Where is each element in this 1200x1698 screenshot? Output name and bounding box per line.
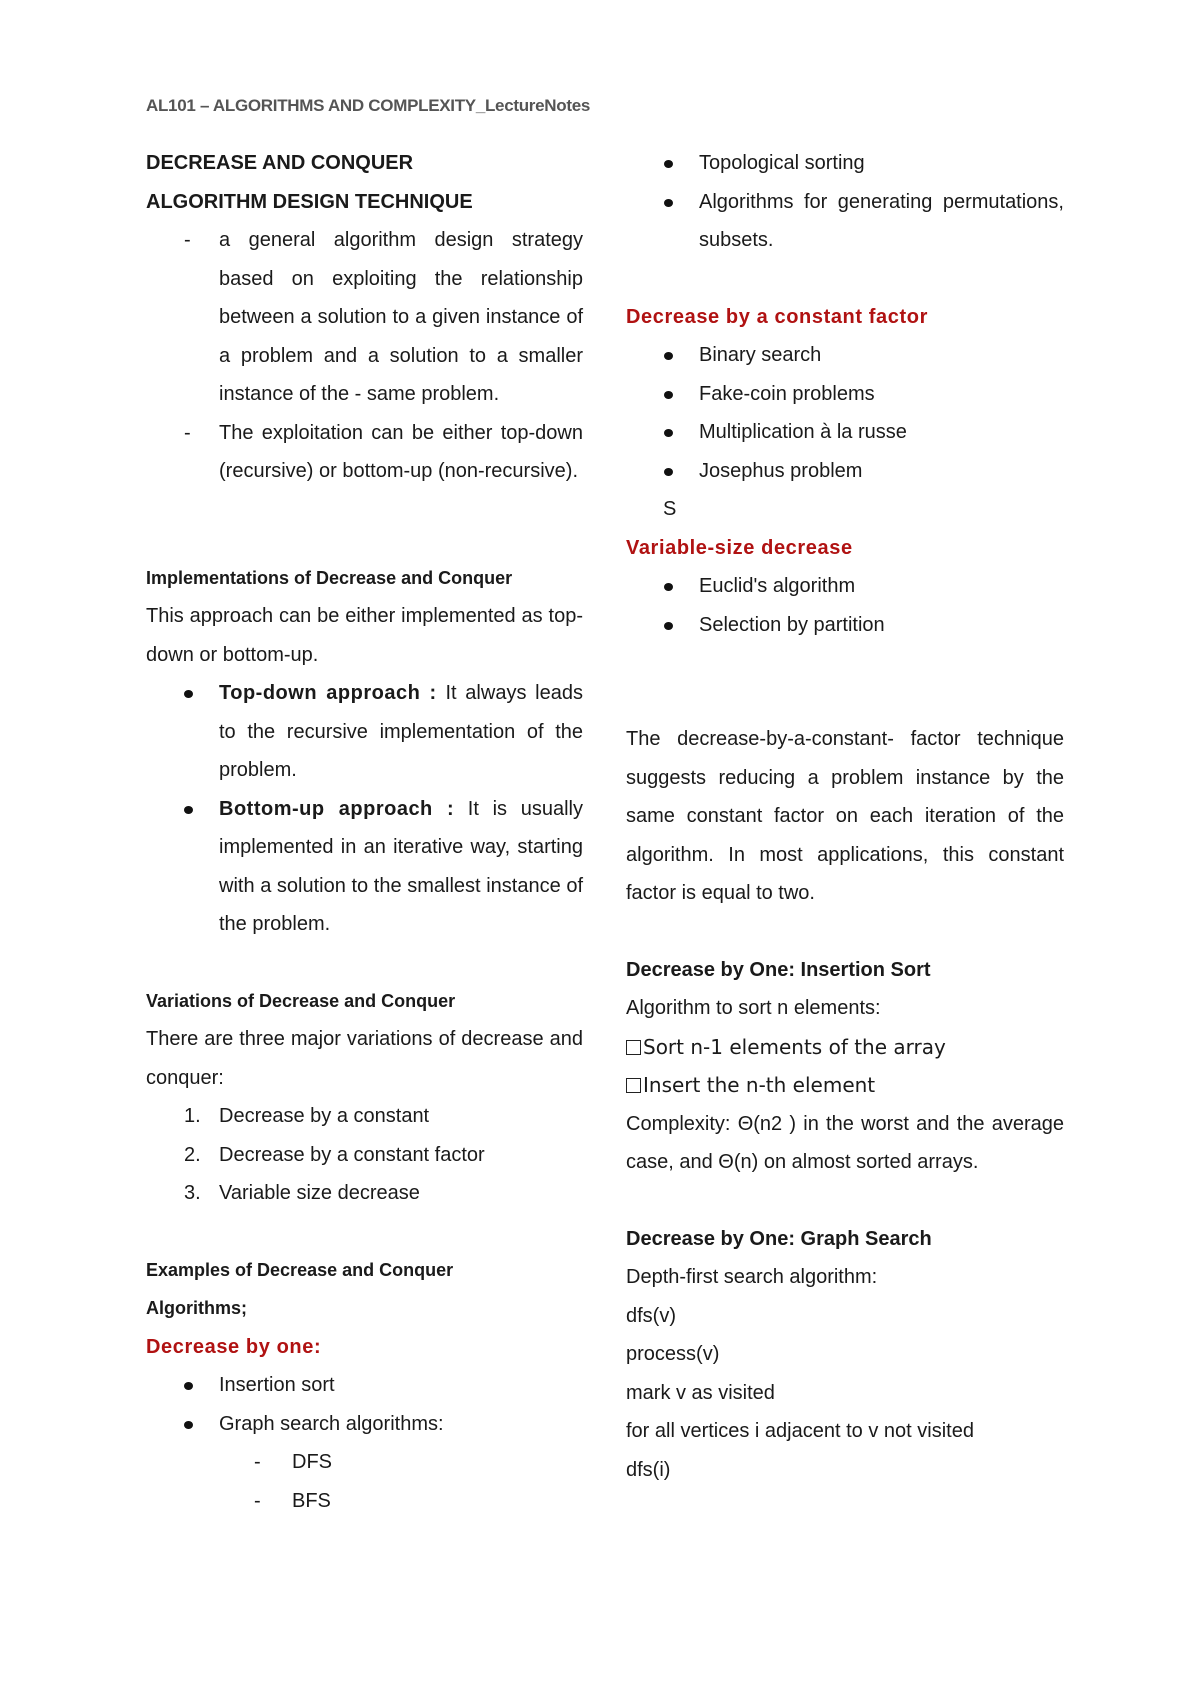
variations-heading: Variations of Decrease and Conquer (146, 990, 456, 1011)
stray-text: S (663, 498, 677, 520)
bullet-icon (184, 806, 193, 814)
list-item-text: Josephus problem (699, 459, 863, 482)
list-item (626, 413, 1064, 452)
list-item (626, 375, 1064, 414)
dash-mark: - (184, 229, 191, 251)
implementations-heading: Implementations of Decrease and Conquer (146, 567, 513, 588)
definition-item (146, 221, 583, 414)
insertion-sort-heading: Decrease by One: Insertion Sort (626, 958, 931, 981)
dash-mark: - (254, 1489, 261, 1512)
list-item-text: Topological sorting (699, 152, 865, 174)
bullet-icon (664, 160, 673, 168)
checkbox-icon (626, 1040, 641, 1055)
list-item (626, 567, 1064, 606)
graph-line: dfs(i) (626, 1458, 671, 1481)
graph-line: mark v as visited (626, 1381, 775, 1404)
list-item (146, 1136, 583, 1175)
bullet-icon (184, 1382, 193, 1390)
insertion-step-text: Sort n-1 elements of the array (643, 1034, 946, 1059)
list-item-text: Graph search algorithms: (219, 1412, 444, 1435)
list-number: 1. (184, 1105, 201, 1127)
dash-mark: - (184, 421, 191, 444)
insertion-step (626, 1066, 1064, 1105)
bullet-icon (664, 622, 673, 630)
approach-text: It always leads to the recursive implementation of the problem. (219, 682, 583, 781)
graph-line: Depth-first search algorithm: (626, 1266, 878, 1288)
bullet-icon (664, 468, 673, 476)
list-item-text: Decrease by a constant (219, 1105, 430, 1127)
constant-factor-heading: Decrease by a constant factor (626, 305, 928, 328)
list-item-text: Fake-coin problems (699, 382, 875, 405)
list-item-text: Variable size decrease (219, 1182, 420, 1204)
list-item (626, 183, 1064, 260)
bullet-icon (184, 1421, 193, 1429)
approach-label: Top-down approach : (219, 682, 437, 704)
variations-text: There are three major variations of decrease and conquer: (146, 1028, 583, 1089)
insertion-step (626, 1028, 1064, 1067)
list-item-text: Selection by partition (699, 613, 885, 636)
list-item (146, 674, 583, 790)
list-item-text: Binary search (699, 344, 822, 366)
bullet-icon (664, 352, 673, 360)
definition-item (146, 414, 583, 491)
examples-heading: Examples of Decrease and Conquer (146, 1259, 454, 1280)
insertion-sort-intro: Algorithm to sort n elements: (626, 997, 881, 1019)
list-item-text: Insertion sort (219, 1374, 335, 1396)
variable-size-heading: Variable-size decrease (626, 536, 853, 559)
bullet-icon (664, 583, 673, 591)
checkbox-icon (626, 1078, 641, 1093)
sub-list-item-text: DFS (292, 1451, 332, 1473)
list-number: 3. (184, 1182, 201, 1204)
left-column (146, 144, 583, 1520)
approach-label: Bottom-up approach : (219, 797, 455, 820)
sub-list-item (146, 1443, 583, 1482)
list-item (626, 452, 1064, 491)
insertion-step-text: Insert the n-th element (643, 1073, 876, 1097)
list-item (146, 790, 583, 944)
list-item (146, 1405, 583, 1444)
implementations-text: This approach can be either implemented as top-down or bottom-up. (146, 605, 583, 666)
list-item (146, 1097, 583, 1136)
constant-factor-paragraph: The decrease-by-a-constant- factor technique suggests reducing a problem instance by the same constant factor on each iteration of the algorithm. In most applications, this constant factor is equal to two. (626, 728, 1064, 904)
list-item-text: Multiplication à la russe (699, 421, 907, 443)
definition-text: The exploitation can be either top-down (recursive) or bottom-up (non-recursive). (219, 421, 583, 482)
list-item-text: Algorithms for generating permutations, subsets. (699, 190, 1064, 251)
sub-list-item-text: BFS (292, 1489, 331, 1512)
title-algorithm-design-technique: ALGORITHM DESIGN TECHNIQUE (146, 190, 473, 213)
decrease-by-one-heading: Decrease by one: (146, 1335, 322, 1358)
insertion-complexity: Complexity: Θ(n2 ) in the worst and the average case, and Θ(n) on almost sorted arrays. (626, 1112, 1064, 1173)
page-header: AL101 – ALGORITHMS AND COMPLEXITY_LectureNotes (146, 96, 591, 115)
list-number: 2. (184, 1143, 201, 1166)
list-item-text: Euclid's algorithm (699, 575, 856, 597)
dash-mark: - (254, 1451, 261, 1473)
title-decrease-and-conquer: DECREASE AND CONQUER (146, 152, 414, 174)
bullet-icon (184, 690, 193, 698)
list-item (626, 336, 1064, 375)
graph-line: for all vertices i adjacent to v not visited (626, 1420, 974, 1442)
list-item (146, 1174, 583, 1213)
right-column (626, 144, 1064, 1489)
list-item (146, 1366, 583, 1405)
list-item-text: Decrease by a constant factor (219, 1143, 485, 1166)
definition-text: a general algorithm design strategy based on exploiting the relationship between a solution to a given instance of a problem and a solution to a smaller instance of the - same problem. (219, 229, 583, 405)
examples-heading-cont: Algorithms; (146, 1298, 247, 1318)
bullet-icon (664, 199, 673, 207)
sub-list-item (146, 1482, 583, 1521)
bullet-icon (664, 391, 673, 399)
graph-line: process(v) (626, 1343, 720, 1365)
approach-text: It is usually implemented in an iterative way, starting with a solution to the smallest instance of the problem. (219, 797, 583, 935)
list-item (626, 144, 1064, 183)
graph-search-heading: Decrease by One: Graph Search (626, 1227, 932, 1250)
graph-line: dfs(v) (626, 1304, 676, 1327)
bullet-icon (664, 429, 673, 437)
list-item (626, 606, 1064, 645)
